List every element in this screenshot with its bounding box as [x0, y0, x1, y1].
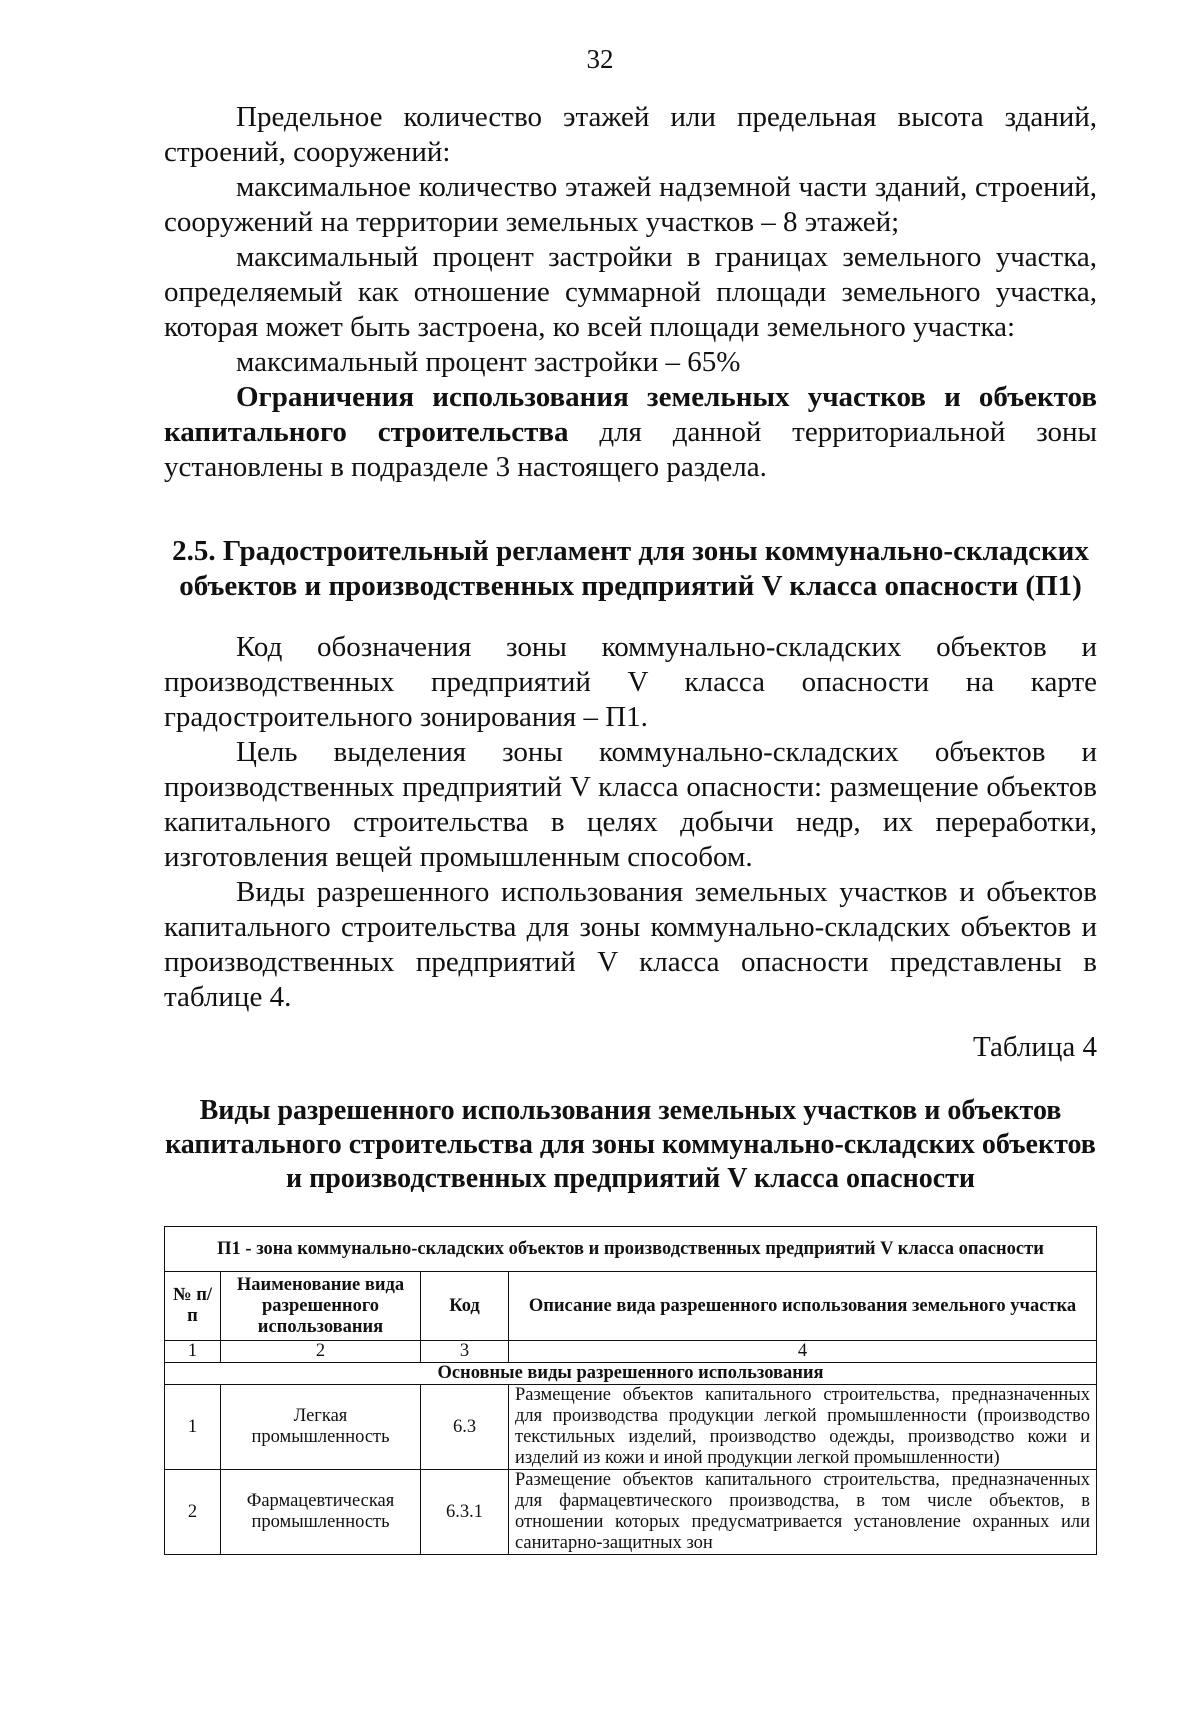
row-description: Размещение объектов капитального строительства, предназначенных для фармацевтического производства, в том числе объектов, в отношении которых предусматривается установление охранных или санитарно-защитных зон: [509, 1470, 1097, 1555]
table-colnum-row: [165, 1341, 1097, 1363]
paragraph-max-floors: максимальное количество этажей надземной части зданий, строений, сооружений на территории земельных участков – 8 этажей;: [164, 171, 1097, 238]
header-description: Описание вида разрешенного использования земельного участка: [509, 1272, 1097, 1341]
paragraph-zone-code: Код обозначения зоны коммунально-складских объектов и производственных предприятий V класса опасности на карте градостроительного зонирования – П1.: [164, 631, 1097, 733]
header-name: Наименование вида разрешенного использования: [221, 1272, 421, 1341]
restrictions-bold: Ограничения использования земельных участков и объектов капитального строительства: [164, 381, 1097, 448]
colnum-3: 3: [421, 1341, 509, 1363]
intro-block: [164, 100, 1097, 485]
usage-table: [164, 1226, 1097, 1555]
row-description: Размещение объектов капитального строительства, предназначенных для производства продукции легкой промышленности (производство текстильных изделий, производство одежды, производство кожи и изделий из кожи и иной продукции легкой промышленности): [509, 1385, 1097, 1470]
restrictions-rest: для данной территориальной зоны установлены в подразделе 3 настоящего раздела.: [164, 416, 1097, 483]
table-group-row: [165, 1363, 1097, 1385]
section-heading: 2.5. Градостроительный регламент для зоны коммунально-складских объектов и производственных предприятий V класса опасности (П1): [172, 535, 1089, 602]
group-header-cell: Основные виды разрешенного использования: [165, 1363, 1097, 1385]
colnum-1: 1: [165, 1341, 221, 1363]
row-code: 6.3: [421, 1385, 509, 1470]
row-code: 6.3.1: [421, 1470, 509, 1555]
table-header-row: [165, 1272, 1097, 1341]
paragraph-restrictions: [164, 380, 1097, 485]
page-number: 32: [586, 44, 614, 74]
table-zone-row: [165, 1227, 1097, 1272]
table-row: [165, 1470, 1097, 1555]
row-name: Легкая промышленность: [221, 1385, 421, 1470]
paragraph-build-percent: максимальный процент застройки в границах земельного участка, определяемый как отношение суммарной площади земельного участка, которая может быть застроена, ко всей площади земельного участка:: [164, 241, 1097, 343]
zone-header-cell: П1 - зона коммунально-складских объектов и производственных предприятий V класса опасности: [165, 1227, 1097, 1272]
row-name: Фармацевтическая промышленность: [221, 1470, 421, 1555]
paragraph-zone-purpose: Цель выделения зоны коммунально-складских объектов и производственных предприятий V класса опасности: размещение объектов капитального строительства в целях добычи недр, их переработки, изготовления вещей промышленным способом.: [164, 736, 1097, 873]
paragraph-height-limit: Предельное количество этажей или предельная высота зданий, строений, сооружений:: [164, 101, 1097, 168]
row-num: 2: [165, 1470, 221, 1555]
row-num: 1: [165, 1385, 221, 1470]
table-label: Таблица 4: [972, 1031, 1097, 1063]
paragraph-max-percent: максимальный процент застройки – 65%: [236, 346, 741, 378]
section-body: [164, 630, 1097, 1015]
colnum-4: 4: [509, 1341, 1097, 1363]
colnum-2: 2: [221, 1341, 421, 1363]
header-code: Код: [421, 1272, 509, 1341]
header-num: № п/п: [165, 1272, 221, 1341]
table-row: [165, 1385, 1097, 1470]
table-title: Виды разрешенного использования земельных участков и объектов капитального строительства для зоны коммунально-складских объектов и производственных предприятий V класса опасности: [165, 1095, 1096, 1194]
paragraph-usage-types: Виды разрешенного использования земельных участков и объектов капитального строительства для зоны коммунально-складских объектов и производственных предприятий V класса опасности представлены в таблице 4.: [164, 876, 1097, 1013]
